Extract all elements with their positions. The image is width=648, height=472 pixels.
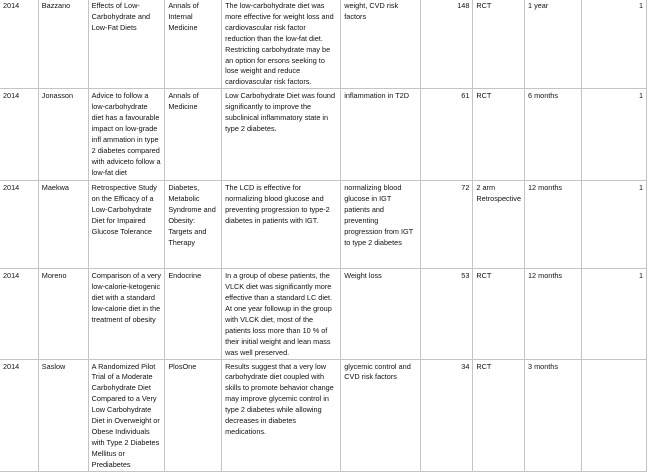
cell-duration[interactable]: 3 months <box>525 359 582 471</box>
cell-sample-size[interactable]: 61 <box>420 89 473 181</box>
cell-score[interactable]: 1 <box>581 269 646 359</box>
cell-design[interactable]: RCT <box>473 359 525 471</box>
cell-journal[interactable]: Annals of Internal Medicine <box>165 0 222 89</box>
cell-title[interactable]: Retrospective Study on the Efficacy of a Low-Carbohydrate Diet for Impaired Glucose Tolerance <box>88 181 165 269</box>
table-row <box>0 0 647 89</box>
cell-conclusion[interactable]: Results suggest that a very low carbohydrate diet coupled with skills to promote behavior change may improve glycemic control in type 2 diabetes while allowing decreases in diabetes medications. <box>222 359 341 471</box>
cell-author[interactable]: Bazzano <box>38 0 88 89</box>
cell-author[interactable]: Maekwa <box>38 181 88 269</box>
cell-year[interactable]: 2014 <box>0 269 38 359</box>
cell-year[interactable]: 2014 <box>0 359 38 471</box>
cell-score[interactable]: 1 <box>581 0 646 89</box>
cell-journal[interactable]: Annals of Medicine <box>165 89 222 181</box>
cell-score[interactable]: 1 <box>581 181 646 269</box>
cell-design[interactable]: RCT <box>473 0 525 89</box>
cell-duration[interactable]: 1 year <box>525 0 582 89</box>
cell-title[interactable]: Comparison of a very low-calorie-ketogenic diet with a standard low-calorie diet in the treatment of obesity <box>88 269 165 359</box>
cell-outcome[interactable]: weight, CVD risk factors <box>341 0 421 89</box>
table-row <box>0 181 647 269</box>
cell-year[interactable]: 2014 <box>0 0 38 89</box>
cell-design[interactable]: 2 arm Retrospective <box>473 181 525 269</box>
cell-author[interactable]: Jonasson <box>38 89 88 181</box>
cell-author[interactable]: Saslow <box>38 359 88 471</box>
cell-title[interactable]: Effects of Low-Carbohydrate and Low-Fat Diets <box>88 0 165 89</box>
cell-sample-size[interactable]: 34 <box>420 359 473 471</box>
cell-sample-size[interactable]: 72 <box>420 181 473 269</box>
cell-title[interactable]: A Randomized Pilot Trial of a Moderate Carbohydrate Diet Compared to a Very Low Carbohydrate Diet in Overweight or Obese Individuals with Type 2 Diabetes Mellitus or Prediabetes <box>88 359 165 471</box>
cell-year[interactable]: 2014 <box>0 181 38 269</box>
table-row <box>0 359 647 471</box>
cell-outcome[interactable]: Weight loss <box>341 269 421 359</box>
cell-design[interactable]: RCT <box>473 269 525 359</box>
cell-journal[interactable]: Diabetes, Metabolic Syndrome and Obesity: Targets and Therapy <box>165 181 222 269</box>
cell-conclusion[interactable]: Low Carbohydrate Diet was found significantly to improve the subclinical inflammatory state in type 2 diabetes. <box>222 89 341 181</box>
cell-journal[interactable]: PlosOne <box>165 359 222 471</box>
cell-design[interactable]: RCT <box>473 89 525 181</box>
cell-score[interactable]: 1 <box>581 89 646 181</box>
cell-sample-size[interactable]: 148 <box>420 0 473 89</box>
cell-conclusion[interactable]: The low-carbohydrate diet was more effective for weight loss and cardiovascular risk factor reduction than the low-fat diet. Restricting carbohydrate may be an option for ersons seeking to lose weight and reduce cardiovascular risk factors. <box>222 0 341 89</box>
table-row <box>0 89 647 181</box>
cell-outcome[interactable]: normalizing blood glucose in IGT patients and preventing progression from IGT to type 2 diabetes <box>341 181 421 269</box>
cell-year[interactable]: 2014 <box>0 89 38 181</box>
cell-conclusion[interactable]: In a group of obese patients, the VLCK diet was significantly more effective than a standard LC diet. At one year followup in the group with VLCK diet, most of the patients loss more than 10 % of their initial weight and lean mass was well preserved. <box>222 269 341 359</box>
cell-duration[interactable]: 12 months <box>525 181 582 269</box>
cell-duration[interactable]: 6 months <box>525 89 582 181</box>
cell-outcome[interactable]: inflammation in T2D <box>341 89 421 181</box>
cell-score[interactable] <box>581 359 646 471</box>
cell-outcome[interactable]: glycemic control and CVD risk factors <box>341 359 421 471</box>
cell-journal[interactable]: Endocrine <box>165 269 222 359</box>
cell-title[interactable]: Advice to follow a low-carbohydrate diet has a favourable impact on low-grade infl ammation in type 2 diabetes compared with adviceto follow a low-fat diet <box>88 89 165 181</box>
table-row <box>0 269 647 359</box>
cell-conclusion[interactable]: The LCD is effective for normalizing blood glucose and preventing progression to type-2 diabetes in patients with IGT. <box>222 181 341 269</box>
cell-sample-size[interactable]: 53 <box>420 269 473 359</box>
cell-author[interactable]: Moreno <box>38 269 88 359</box>
cell-duration[interactable]: 12 months <box>525 269 582 359</box>
